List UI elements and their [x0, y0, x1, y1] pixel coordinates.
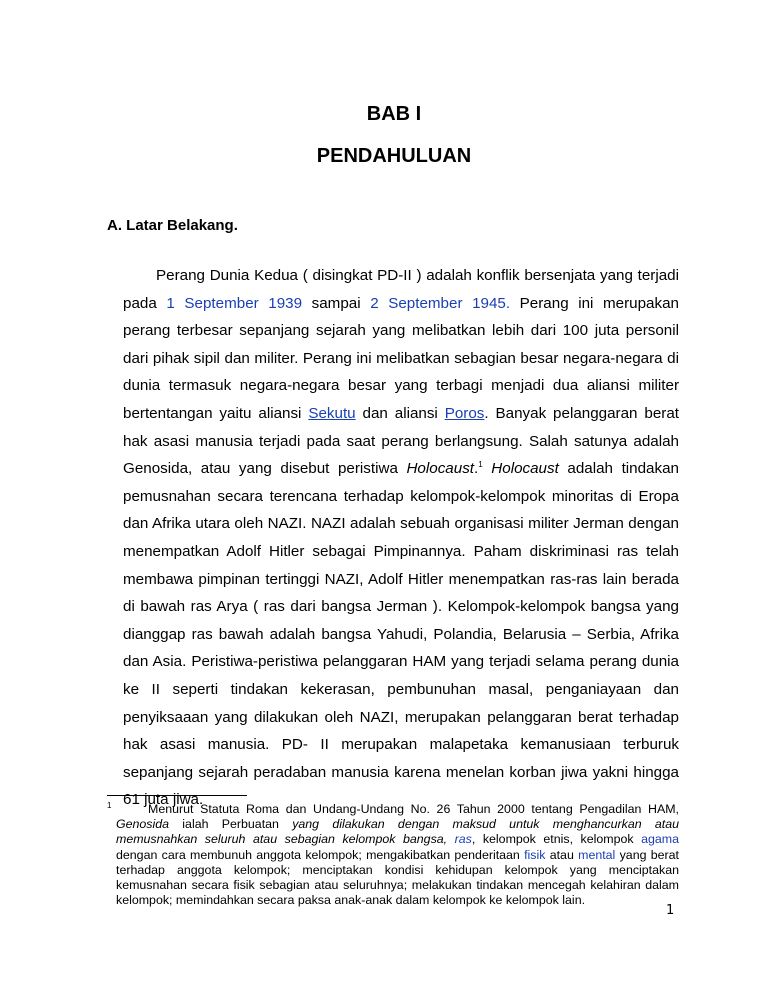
fisik-link[interactable]: fisik — [524, 847, 546, 862]
chapter-title: PENDAHULUAN — [316, 145, 472, 167]
footnote-separator — [107, 795, 247, 796]
body-line: bertentangan yaitu aliansi Sekutu dan aliansi Poros. Banyak pelanggaran berat — [123, 404, 680, 422]
body-line: dan Asia. Peristiwa-peristiwa pelanggaran HAM yang terjadi selama perang dunia — [123, 653, 679, 671]
body-line: di bawah ras Arya ( ras dari bangsa Jerman ). Kelompok-kelompok bangsa yang — [123, 598, 679, 616]
body-line: hak asasi manusia terjadi pada saat perang berlangsung. Salah satunya adalah — [123, 432, 679, 450]
footnote-line: memusnahkan seluruh atau sebagian kelompok bangsa, ras, kelompok etnis, kelompok agama — [116, 832, 679, 847]
body-paragraph — [123, 262, 679, 814]
body-line: Perang Dunia Kedua ( disingkat PD-II ) adalah konflik bersenjata yang terjadi — [156, 267, 679, 284]
footnote-mark: 1 — [107, 801, 112, 810]
body-line: pada 1 September 1939 sampai 2 September 1945. Perang ini merupakan — [123, 294, 679, 312]
chapter-number: BAB I — [366, 103, 422, 125]
body-line: dianggap ras bawah adalah bangsa Yahudi, Polandia, Belarusia – Serbia, Afrika — [123, 625, 679, 643]
body-line: perang terbesar sepanjang sejarah yang melibatkan lebih dari 100 juta personil — [123, 322, 679, 340]
footnote-line: kemusnahan secara fisik sebagian atau seluruhnya; melakukan tindakan mencegah kelahiran dalam — [116, 877, 679, 892]
body-line: ke II seperti tindakan kekerasan, pembunuhan masal, penganiayaan dan — [123, 680, 679, 698]
body-line: menempatkan Adolf Hitler sebagai Pimpinannya. Paham diskriminasi ras telah — [123, 542, 679, 560]
footnote-line: terhadap anggota kelompok; menciptakan kondisi kehidupan kelompok yang menciptakan — [116, 862, 679, 877]
page-number: 1 — [666, 903, 675, 918]
sekutu-link[interactable]: Sekutu — [308, 404, 356, 422]
body-line: 61 juta jiwa. — [123, 791, 204, 809]
body-line: sepanjang sejarah peradaban manusia karena menelan korban jiwa yakni hingga — [123, 763, 679, 781]
body-line: dan Afrika utara oleh NAZI. NAZI adalah sebuah organisasi militer Jerman dengan — [123, 515, 679, 533]
footnote-line: dengan cara membunuh anggota kelompok; mengakibatkan penderitaan fisik atau mental yang berat — [116, 847, 679, 862]
footnote-reference[interactable]: 1 — [478, 460, 483, 470]
date-link-start[interactable]: 1 September 1939 — [166, 294, 303, 312]
body-line: pemusnahan secara terencana terhadap kelompok-kelompok minoritas di Eropa — [123, 487, 679, 505]
agama-link[interactable]: agama — [641, 832, 679, 847]
footnote-line: Menurut Statuta Roma dan Undang-Undang No. 26 Tahun 2000 tentang Pengadilan HAM, — [148, 802, 679, 816]
footnote — [116, 802, 679, 908]
body-line: membawa pimpinan tertinggi NAZI, Adolf Hitler menempatkan ras-ras lain berada — [123, 570, 679, 588]
body-line: dunia termasuk negara-negara besar yang terbagi menjadi dua aliansi militer — [123, 377, 679, 395]
poros-link[interactable]: Poros — [444, 404, 485, 422]
footnote-line: kelompok; memindahkan secara paksa anak-anak dalam kelompok ke kelompok lain. — [116, 893, 586, 908]
mental-link[interactable]: mental — [578, 847, 616, 862]
footnote-line: Genosida ialah Perbuatan yang dilakukan dengan maksud untuk menghancurkan atau — [116, 817, 679, 832]
section-heading: A. Latar Belakang. — [107, 217, 238, 234]
date-link-end[interactable]: 2 September 1945. — [370, 294, 511, 312]
ras-link[interactable]: ras — [454, 832, 472, 847]
body-line: hak asasi manusia. PD- II merupakan malapetaka kemanusiaan terburuk — [123, 736, 679, 754]
body-line: Genosida, atau yang disebut peristiwa Holocaust.$^1$ Holocaust adalah tindakan — [123, 460, 679, 478]
body-line: dari pihak sipil dan militer. Perang ini melibatkan sebagian besar negara-negara di — [123, 349, 679, 367]
body-line: penyiksaaan yang dilakukan oleh NAZI, merupakan pelanggaran berat terhadap — [123, 708, 679, 726]
